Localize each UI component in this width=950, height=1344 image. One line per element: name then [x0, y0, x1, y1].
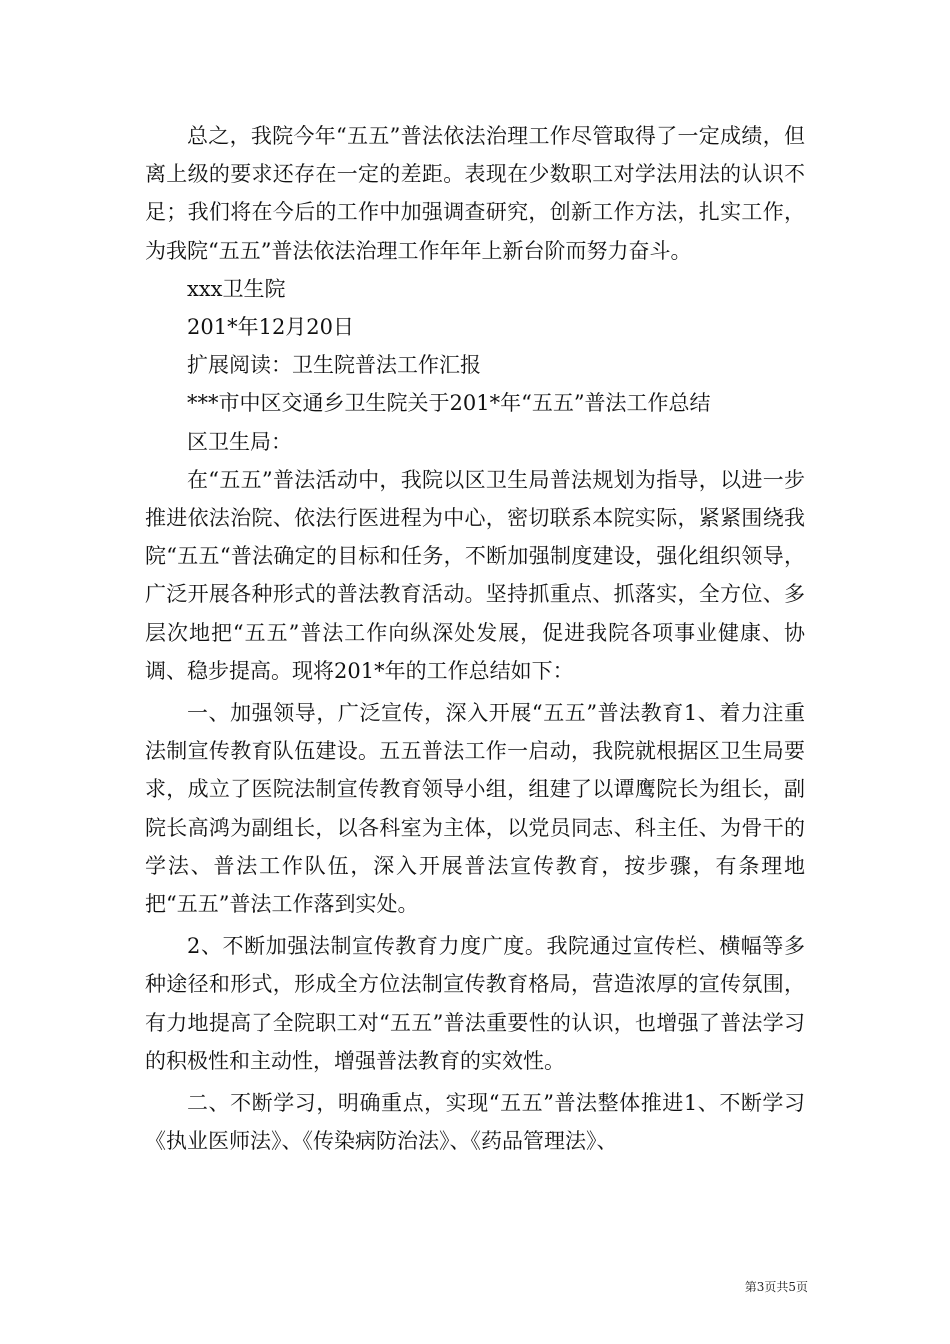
page-number-footer: 第3页共5页: [744, 1280, 808, 1294]
paragraph-section-two: 二、不断学习，明确重点，实现“五五”普法整体推进1、不断学习《执业医师法》、《传染病防治法》、《药品管理法》、: [145, 1091, 805, 1154]
signature-date: 201*年12月20日: [187, 315, 355, 340]
paragraph-summary: 总之，我院今年“五五”普法依法治理工作尽管取得了一定成绩，但离上级的要求还存在一定的差距。表现在少数职工对学法用法的认识不足；我们将在今后的工作中加强调查研究，创新工作方法，扎实工作，为我院“五五”普法依法治理工作年年上新台阶而努力奋斗。: [145, 124, 805, 263]
signature-organization: xxx卫生院: [187, 276, 286, 301]
addressee: 区卫生局：: [187, 429, 292, 454]
paragraph-section-one: 一、加强领导，广泛宣传，深入开展“五五”普法教育1、着力注重法制宣传教育队伍建设。五五普法工作一启动，我院就根据区卫生局要求，成立了医院法制宣传教育领导小组，组建了以谭鹰院长为组长，副院长高鸿为副组长，以各科室为主体，以党员同志、科主任、为骨干的学法、普法工作队伍，深入开展普法宣传教育，按步骤，有条理地把“五五”普法工作落到实处。: [145, 701, 805, 917]
paragraph-item-two: 2、不断加强法制宣传教育力度广度。我院通过宣传栏、横幅等多种途径和形式，形成全方位法制宣传教育格局，营造浓厚的宣传氛围，有力地提高了全院职工对“五五”普法重要性的认识，也增强了普法学习的积极性和主动性，增强普法教育的实效性。: [145, 934, 805, 1073]
document-body: [145, 117, 805, 1160]
extended-reading-heading: 扩展阅读：卫生院普法工作汇报: [187, 353, 481, 378]
report-title: ***市中区交通乡卫生院关于201*年“五五”普法工作总结: [187, 391, 711, 416]
paragraph-intro: 在“五五”普法活动中，我院以区卫生局普法规划为指导，以进一步推进依法治院、依法行医进程为中心，密切联系本院实际，紧紧围绕我院“五五“普法确定的目标和任务，不断加强制度建设，强化组织领导，广泛开展各种形式的普法教育活动。坚持抓重点、抓落实，全方位、多层次地把“五五”普法工作向纵深处发展，促进我院各项事业健康、协调、稳步提高。现将201*年的工作总结如下：: [145, 467, 805, 683]
